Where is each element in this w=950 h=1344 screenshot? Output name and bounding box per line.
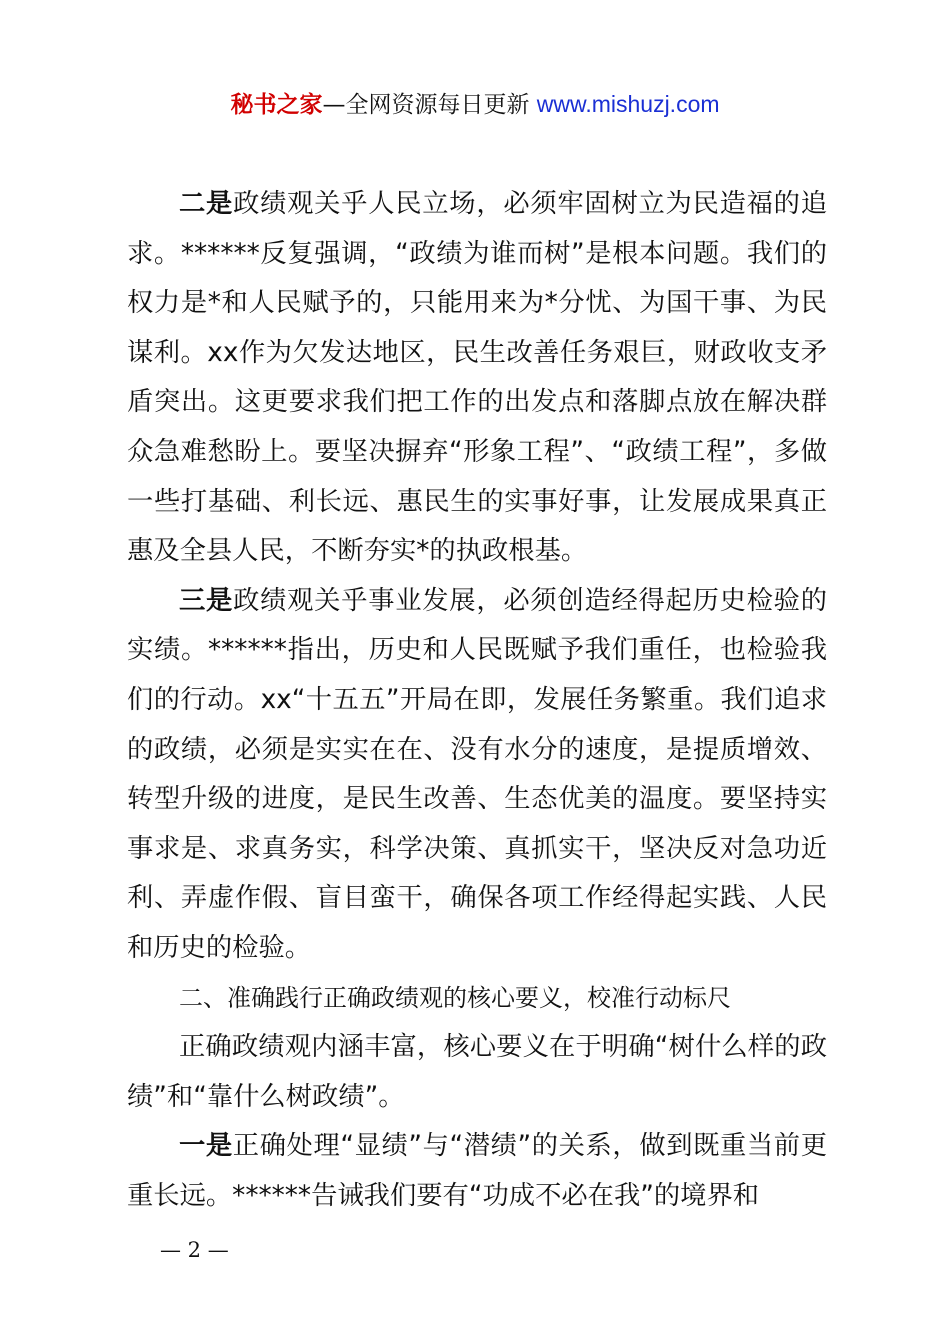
paragraph-text: 政绩观关乎人民立场，必须牢固树立为民造福的追求。******反复强调，“政绩为谁而树”是根本问题。我们的权力是*和人民赋予的，只能用来为*分忧、为国干事、为民谋利。xx作为欠发达地区，民生改善任务艰巨，财政收支矛盾突出。这更要求我们把工作的出发点和落脚点放在解决群众急难愁盼上。要坚决摒弃“形象工程”、“政绩工程”，多做一些打基础、利长远、惠民生的实事好事，让发展成果真正惠及全县人民，不断夯实*的执政根基。 (127, 189, 828, 567)
paragraph-point-three (127, 577, 827, 974)
paragraph-point-two (127, 180, 827, 577)
site-header (0, 88, 950, 121)
paragraph-text: 政绩观关乎事业发展，必须创造经得起历史检验的实绩。******指出，历史和人民既赋予我们重任，也检验我们的行动。xx“十五五”开局在即，发展任务繁重。我们追求的政绩，必须是实实在在、没有水分的速度，是提质增效、转型升级的进度，是民生改善、生态优美的温度。要坚持实事求是、求真务实，科学决策、真抓实干，坚决反对急功近利、弄虚作假、盲目蛮干，确保各项工作经得起实践、人民和历史的检验。 (127, 585, 828, 963)
site-url-link[interactable]: www.mishuzj.com (536, 91, 720, 117)
section-heading: 二、准确践行正确政绩观的核心要义，校准行动标尺 (179, 983, 731, 1012)
paragraph-intro: 正确政绩观内涵丰富，核心要义在于明确“树什么样的政绩”和“靠什么树政绩”。 (127, 1032, 827, 1112)
header-tagline: —全网资源每日更新 (322, 92, 537, 118)
page-number: — 2 — (160, 1238, 229, 1262)
paragraph-lead: 一是 (179, 1131, 233, 1162)
brand-name: 秘书之家 (230, 92, 323, 118)
paragraph-point-one (127, 1122, 827, 1221)
paragraph-lead: 三是 (179, 585, 234, 616)
paragraph-text: 正确处理“显绩”与“潜绩”的关系，做到既重当前更重长远。******告诫我们要有“功成不必在我”的境界和 (127, 1131, 827, 1211)
document-body (127, 180, 827, 1221)
paragraph-lead: 二是 (179, 189, 234, 219)
